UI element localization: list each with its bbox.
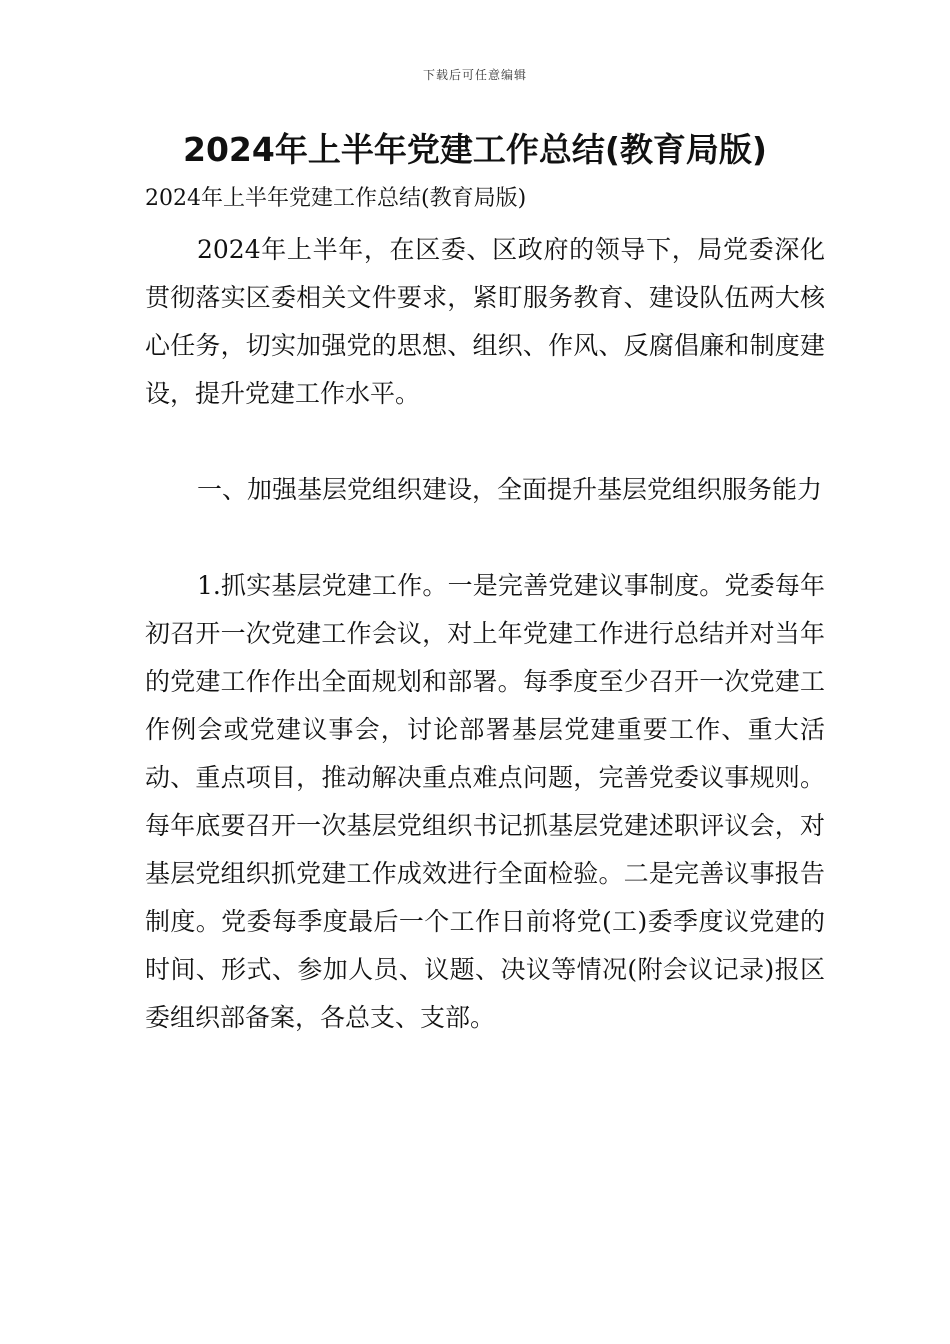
intro-paragraph: 2024年上半年，在区委、区政府的领导下，局党委深化贯彻落实区委相关文件要求，紧盯服务教育、建设队伍两大核心任务，切实加强党的思想、组织、作风、反腐倡廉和制度建设，提升党建工作水平。: [145, 235, 825, 408]
header-note: 下载后可任意编辑: [422, 68, 527, 82]
document-title: 2024年上半年党建工作总结(教育局版): [182, 130, 767, 169]
document-body: [145, 178, 825, 1042]
section-heading: 一、加强基层党组织建设，全面提升基层党组织服务能力: [197, 475, 823, 504]
item-paragraph: 1.抓实基层党建工作。一是完善党建议事制度。党委每年初召开一次党建工作会议，对上年党建工作进行总结并对当年的党建工作作出全面规划和部署。每季度至少召开一次党建工作例会或党建议事会，讨论部署基层党建重要工作、重大活动、重点项目，推动解决重点难点问题，完善党委议事规则。每年底要召开一次基层党组织书记抓基层党建述职评议会，对基层党组织抓党建工作成效进行全面检验。二是完善议事报告制度。党委每季度最后一个工作日前将党(工)委季度议党建的时间、形式、参加人员、议题、决议等情况(附会议记录)报区委组织部备案，各总支、支部。: [145, 571, 825, 1032]
document-subtitle: 2024年上半年党建工作总结(教育局版): [145, 186, 527, 211]
